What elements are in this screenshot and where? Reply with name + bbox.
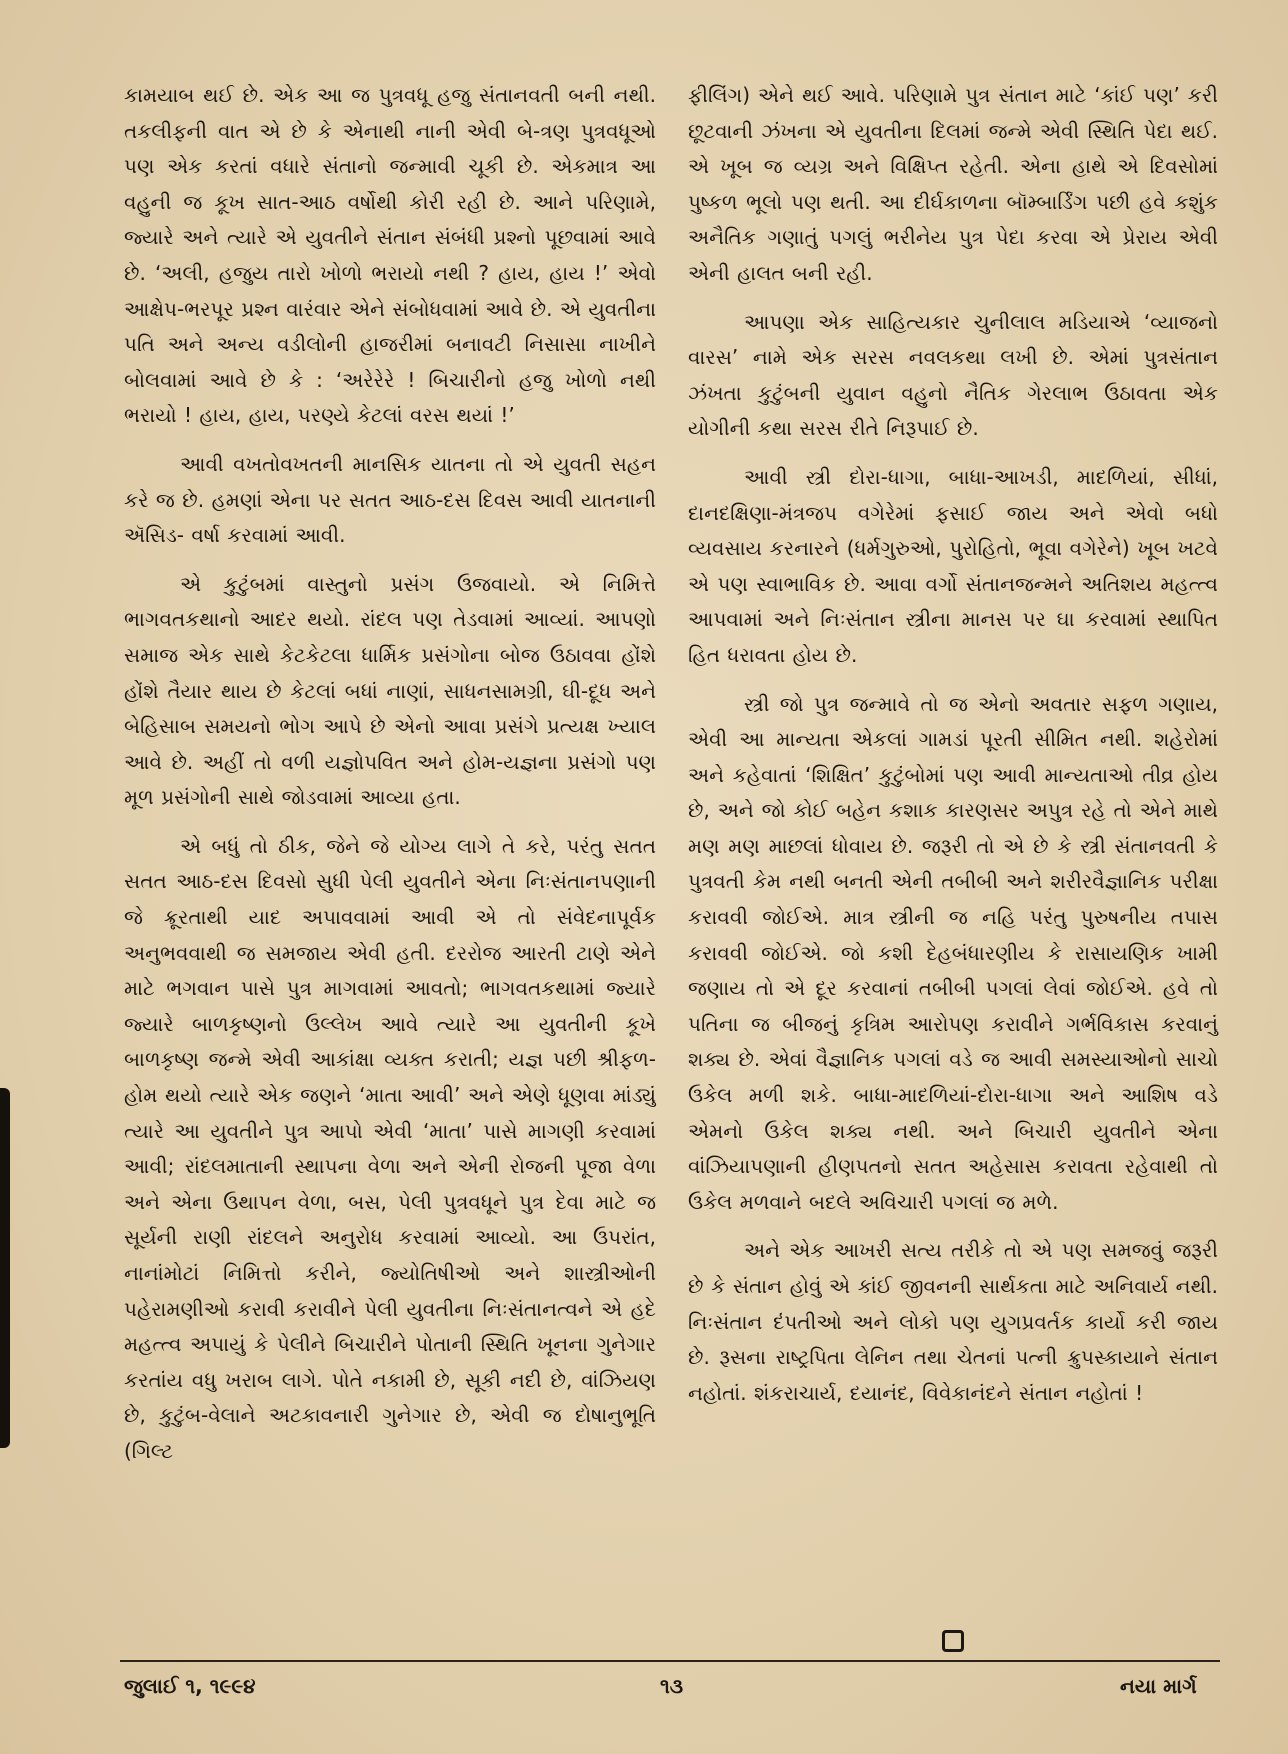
footer-date: જુલાઈ ૧, ૧૯૯૪ (124, 1674, 256, 1698)
scan-edge-shadow (0, 1088, 10, 1448)
footer-rule (120, 1660, 1220, 1662)
paragraph: એ કુટુંબમાં વાસ્તુનો પ્રસંગ ઉજવાયો. એ નિમિત્તે ભાગવતકથાનો આદર થયો. રાંદલ પણ તેડવામાં આવ્યાં. આપણો સમાજ એક સાથે કેટકેટલા ધાર્મિક પ્રસંગોના બોજ ઉઠાવવા હોંશે હોંશે તૈયાર થાય છે કેટલાં બધાં નાણાં, સાધનસામગ્રી, ઘી-દૂધ અને બેહિસાબ સમયનો ભોગ આપે છે એનો આવા પ્રસંગે પ્રત્યક્ષ ખ્યાલ આવે છે. અહીં તો વળી યજ્ઞોપવિત અને હોમ-યજ્ઞના પ્રસંગો પણ મૂળ પ્રસંગોની સાથે જોડવામાં આવ્યા હતા. (124, 571, 656, 810)
page-number: ૧૩ (660, 1674, 684, 1698)
paragraph: આવી વખતોવખતની માનસિક યાતના તો એ યુવતી સહન કરે જ છે. હમણાં એના પર સતત આઠ-દસ દિવસ આવી યાતનાની ઍસિડ- વર્ષા કરવામાં આવી. (124, 451, 656, 548)
article-end-square-icon (942, 1630, 964, 1652)
magazine-name: નયા માર્ગ (1120, 1674, 1197, 1698)
paragraph: સ્ત્રી જો પુત્ર જન્માવે તો જ એનો અવતાર સફળ ગણાય, એવી આ માન્યતા એકલાં ગામડાં પૂરતી સીમિત નથી. શહેરોમાં અને કહેવાતાં ‘શિક્ષિત’ કુટુંબોમાં પણ આવી માન્યતાઓ તીવ્ર હોય છે, અને જો કોઈ બહેન કશાક કારણસર અપુત્ર રહે તો એને માથે મણ મણ માછલાં ધોવાય છે. જરૂરી તો એ છે કે સ્ત્રી સંતાનવતી કે પુત્રવતી કેમ નથી બનતી એની તબીબી અને શરીરવૈજ્ઞાનિક પરીક્ષા કરાવવી જોઈએ. માત્ર સ્ત્રીની જ નહિ પરંતુ પુરુષનીય તપાસ કરાવવી જોઈએ. જો કશી દેહબંધારણીય કે રાસાયણિક ખામી જણાય તો એ દૂર કરવાનાં તબીબી પગલાં લેવાં જોઈએ. હવે તો પતિના જ બીજનું કૃત્રિમ આરોપણ કરાવીને ગર્ભવિકાસ કરવાનું શક્ય છે. એવાં વૈજ્ઞાનિક પગલાં વડે જ આવી સમસ્યાઓનો સાચો ઉકેલ મળી શકે. બાધા-માદળિયાં-દોરા-ધાગા અને આશિષ વડે એમનો ઉકેલ શક્ય નથી. અને બિચારી યુવતીને એના વાંઝિયાપણાની હીણપતનો સતત અહેસાસ કરાવતા રહેવાથી તો ઉકેલ મળવાને બદલે અવિચારી પગલાં જ મળે. (688, 691, 1218, 1214)
paragraph: આવી સ્ત્રી દોરા-ધાગા, બાધા-આખડી, માદળિયાં, સીધાં, દાનદક્ષિણા-મંત્રજપ વગેરેમાં ફસાઈ જાય અને એવો બધો વ્યવસાય કરનારને (ધર્મગુરુઓ, પુરોહિતો, ભૂવા વગેરેને) ખૂબ ખટવે એ પણ સ્વાભાવિક છે. આવા વર્ગો સંતાનજન્મને અતિશય મહત્ત્વ આપવામાં અને નિઃસંતાન સ્ત્રીના માનસ પર ઘા કરવામાં સ્થાપિત હિત ધરાવતા હોય છે. (688, 464, 1218, 667)
paragraph: કામયાબ થઈ છે. એક આ જ પુત્રવધૂ હજુ સંતાનવતી બની નથી. તકલીફની વાત એ છે કે એનાથી નાની એવી બે-ત્રણ પુત્રવધૂઓ પણ એક કરતાં વધારે સંતાનો જન્માવી ચૂકી છે. એકમાત્ર આ વહુની જ કૂખ સાત-આઠ વર્ષોથી કોરી રહી છે. આને પરિણામે, જ્યારે અને ત્યારે એ યુવતીને સંતાન સંબંધી પ્રશ્નો પૂછવામાં આવે છે. ‘અલી, હજુય તારો ખોળો ભરાયો નથી ? હાય, હાય !’ એવો આક્ષેપ-ભરપૂર પ્રશ્ન વારંવાર એને સંબોધવામાં આવે છે. એ યુવતીના પતિ અને અન્ય વડીલોની હાજરીમાં બનાવટી નિસાસા નાખીને બોલવામાં આવે છે કે : ‘અરેરેરે ! બિચારીનો હજુ ખોળો નથી ભરાયો ! હાય, હાય, પરણ્યે કેટલાં વરસ થયાં !’ (124, 83, 656, 428)
paragraph: આપણા એક સાહિત્યકાર ચુનીલાલ મડિયાએ ‘વ્યાજનો વારસ’ નામે એક સરસ નવલકથા લખી છે. એમાં પુત્રસંતાન ઝંખતા કુટુંબની યુવાન વહુનો નૈતિક ગેરલાભ ઉઠાવતા એક યોગીની કથા સરસ રીતે નિરૂપાઈ છે. (688, 309, 1218, 441)
left-column (124, 78, 656, 1483)
paragraph: અને એક આખરી સત્ય તરીકે તો એ પણ સમજવું જરૂરી છે કે સંતાન હોવું એ કાંઈ જીવનની સાર્થકતા માટે અનિવાર્ય નથી. નિઃસંતાન દંપતીઓ અને લોકો પણ યુગપ્રવર્તક કાર્યો કરી જાય છે. રૂસના રાષ્ટ્રપિતા લેનિન તથા ચેતનાં પત્ની ક્રુપસ્કાયાને સંતાન નહોતાં. શંકરાચાર્ય, દયાનંદ, વિવેકાનંદને સંતાન નહોતાં ! (688, 1238, 1218, 1405)
paragraph: ફીલિંગ) એને થઈ આવે. પરિણામે પુત્ર સંતાન માટે ‘કાંઈ પણ’ કરી છૂટવાની ઝંખના એ યુવતીના દિલમાં જન્મે એવી સ્થિતિ પેદા થઈ. એ ખૂબ જ વ્યગ્ર અને વિક્ષિપ્ત રહેતી. એના હાથે એ દિવસોમાં પુષ્કળ ભૂલો પણ થતી. આ દીર્ઘકાળના બૉમ્બાર્ડિંગ પછી હવે કશુંક અનૈતિક ગણાતું પગલું ભરીનેય પુત્ર પેદા કરવા એ પ્રેરાય એવી એની હાલત બની રહી. (688, 83, 1218, 285)
paragraph: એ બધું તો ઠીક, જેને જે યોગ્ય લાગે તે કરે, પરંતુ સતત સતત આઠ-દસ દિવસો સુધી પેલી યુવતીને એના નિઃસંતાનપણાની જે ક્રૂરતાથી યાદ અપાવવામાં આવી એ તો સંવેદનાપૂર્વક અનુભવવાથી જ સમજાય એવી હતી. દરરોજ આરતી ટાણે એને માટે ભગવાન પાસે પુત્ર માગવામાં આવતો; ભાગવતકથામાં જ્યારે જ્યારે બાળકૃષ્ણનો ઉલ્લેખ આવે ત્યારે આ યુવતીની કૂખે બાળકૃષ્ણ જન્મે એવી આકાંક્ષા વ્યક્ત કરાતી; યજ્ઞ પછી શ્રીફળ-હોમ થયો ત્યારે એક જણને ‘માતા આવી’ અને એણે ધૂણવા માંડ્યું ત્યારે આ યુવતીને પુત્ર આપો એવી ‘માતા’ પાસે માગણી કરવામાં આવી; રાંદલમાતાની સ્થાપના વેળા અને એની રોજની પૂજા વેળા અને એના ઉથાપન વેળા, બસ, પેલી પુત્રવધૂને પુત્ર દેવા માટે જ સૂર્યની રાણી રાંદલને અનુરોધ કરવામાં આવ્યો. આ ઉપરાંત, નાનાંમોટાં નિમિત્તો કરીને, જ્યોતિષીઓ અને શાસ્ત્રીઓની પહેરામણીઓ કરાવી કરાવીને પેલી યુવતીના નિઃસંતાનત્વને એ હદે મહત્ત્વ અપાયું કે પેલીને બિચારીને પોતાની સ્થિતિ ખૂનના ગુનેગાર કરતાંય વધુ ખરાબ લાગે. પોતે નકામી છે, સૂકી નદી છે, વાંઝિયણ છે, કુટુંબ-વેલાને અટકાવનારી ગુનેગાર છે, એવી જ દોષાનુભૂતિ (ગિલ્ટ (124, 833, 656, 1463)
right-column (688, 78, 1218, 1424)
